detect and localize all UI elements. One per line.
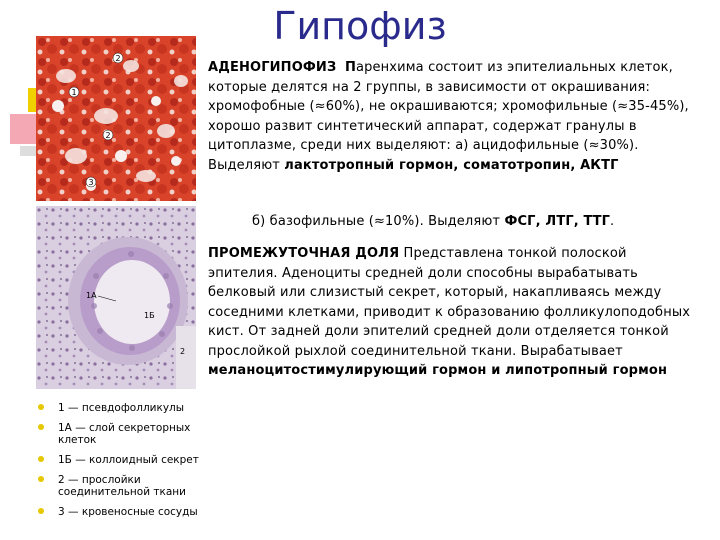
bullet-icon: [38, 404, 44, 410]
acidophil-hormones: лактотропный гормон, соматотропин, АКТГ: [284, 157, 619, 173]
basophil-hormones: ФСГ, ЛТГ, ТТГ: [504, 214, 611, 229]
histology-image-intermediate-lobe: [36, 206, 196, 389]
bullet-icon: [38, 508, 44, 514]
page-title: Гипофиз: [273, 4, 447, 48]
adenohypophysis-lead-letter: П: [344, 60, 356, 75]
bullet-icon: [38, 476, 44, 482]
adenohypophysis-heading: АДЕНОГИПОФИЗ: [208, 60, 337, 75]
legend-item: 3 — кровеносные сосуды: [36, 506, 226, 518]
adenohypophysis-text: аренхима состоит из эпителиальных клеток, которые делятся на 2 группы, в зависимости от окрашивания: хромофобные (≈60%), не окрашиваются; хромофильные (≈35-45%), хорошо развит синтетический аппарат, содержат гранулы в цитоплазме, среди них выделяют: а) ацидофильные (≈30%). Выделяют: [208, 60, 689, 173]
histology-image-adenohypophysis: [36, 36, 196, 201]
intermediate-lobe-paragraph: [208, 244, 698, 381]
image-legend: [36, 402, 226, 526]
image-label-2: 2: [105, 131, 111, 140]
adenohypophysis-paragraph: [208, 58, 698, 175]
image-label-1b: 1Б: [144, 311, 155, 320]
intermediate-lobe-hormones: меланоцитостимулирующий гормон и липотропный гормон: [208, 363, 668, 378]
legend-item: 1А — слой секреторных клеток: [36, 422, 226, 446]
legend-item: 1Б — коллоидный секрет: [36, 454, 226, 466]
decorative-bar: [10, 114, 38, 144]
basophil-paragraph: [252, 212, 702, 232]
legend-item: 2 — прослойки соединительной ткани: [36, 474, 226, 498]
bullet-icon: [38, 424, 44, 430]
image-label-1: 1: [71, 88, 77, 97]
intermediate-lobe-heading: ПРОМЕЖУТОЧНАЯ ДОЛЯ: [208, 246, 400, 261]
image-label-2: 2: [180, 347, 186, 356]
basophil-end: .: [610, 214, 615, 229]
legend-item: 1 — псевдофолликулы: [36, 402, 226, 414]
image-label-2: 2: [115, 54, 121, 63]
basophil-text: б) базофильные (≈10%). Выделяют: [252, 214, 505, 229]
intermediate-lobe-text: Представлена тонкой полоской эпителия. Аденоциты средней доли способны вырабатывать белковый или слизистый секрет, который, накапливаясь между соседними клетками, приводит к образованию фолликулоподобных кист. От задней доли эпителий средней доли отделяется тонкой прослойкой рыхлой соединительной ткани. Вырабатывает: [208, 246, 691, 359]
image-label-1a: 1А: [86, 291, 97, 300]
image-label-3: 3: [88, 178, 94, 187]
bullet-icon: [38, 456, 44, 462]
